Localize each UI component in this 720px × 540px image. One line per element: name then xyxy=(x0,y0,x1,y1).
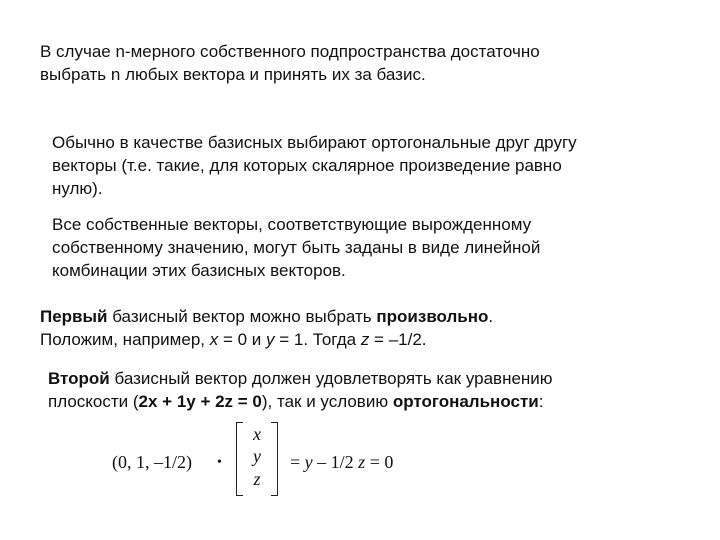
text-span: . xyxy=(488,307,494,326)
var-y: y xyxy=(266,330,275,349)
text-line xyxy=(52,131,577,154)
bold-arbitrary: произвольно xyxy=(376,307,489,326)
text-line: векторы (т.е. такие, для которых скалярное произведение равно xyxy=(52,156,562,175)
left-bracket xyxy=(236,422,243,496)
var-z: z xyxy=(360,330,370,349)
text-line: В случае n-мерного собственного подпространства достаточно xyxy=(40,42,540,61)
text-span: = 1. Тогда xyxy=(274,330,361,349)
formula-row-vector: (0, 1, –1/2) xyxy=(112,452,192,472)
text-span: Обычно в качестве базисных выбирают xyxy=(52,133,372,152)
vector-z: z xyxy=(253,469,261,489)
paragraph-first-vector xyxy=(40,305,493,351)
plane-equation: 2x + 1y + 2z = 0 xyxy=(138,392,262,411)
right-bracket xyxy=(271,422,278,496)
text-line xyxy=(40,305,493,328)
text-span: – 1/2 xyxy=(312,452,359,472)
text-span: = 0 и xyxy=(218,330,266,349)
var-x: x xyxy=(209,330,219,349)
text-line xyxy=(48,390,553,413)
text-span: базисный вектор должен удовлетворять как уравнению xyxy=(109,369,553,388)
formula-result xyxy=(290,452,393,473)
vector-y: y xyxy=(253,446,261,466)
vector-x: x xyxy=(253,424,261,444)
bold-orthogonality: ортогональности xyxy=(392,392,539,411)
paragraph-second-vector xyxy=(48,367,553,413)
dot-operator: • xyxy=(217,455,222,470)
text-line xyxy=(40,328,493,351)
text-line: нулю). xyxy=(52,179,103,198)
text-line: комбинации этих базисных векторов. xyxy=(52,261,346,280)
var-y: y xyxy=(304,452,313,472)
bold-second: Второй xyxy=(48,369,110,388)
column-vector xyxy=(236,420,278,498)
paragraph-subspace-basis xyxy=(40,40,540,86)
text-span: = –1/2. xyxy=(369,330,427,349)
text-line xyxy=(48,367,553,390)
text-span: базисный вектор можно выбрать xyxy=(107,307,377,326)
text-span: Положим, например, xyxy=(40,330,210,349)
paragraph-orthogonal xyxy=(52,131,577,200)
text-line: собственному значению, могут быть заданы в виде линейной xyxy=(52,238,541,257)
emphasis-orthogonal: ортогональные xyxy=(371,133,491,152)
text-span: друг другу xyxy=(490,133,577,152)
text-span: = xyxy=(290,452,305,472)
text-line: Все собственные векторы, соответствующие вырожденному xyxy=(52,215,532,234)
text-span: ), так и условию xyxy=(261,392,393,411)
paragraph-degenerate xyxy=(52,213,540,282)
dot-product-formula xyxy=(112,420,452,500)
var-z: z xyxy=(358,452,366,472)
text-span: : xyxy=(538,392,544,411)
bold-first: Первый xyxy=(40,307,108,326)
text-line: выбрать n любых вектора и принять их за базис. xyxy=(40,65,426,84)
text-span: = 0 xyxy=(365,452,394,472)
text-span: плоскости ( xyxy=(48,392,139,411)
